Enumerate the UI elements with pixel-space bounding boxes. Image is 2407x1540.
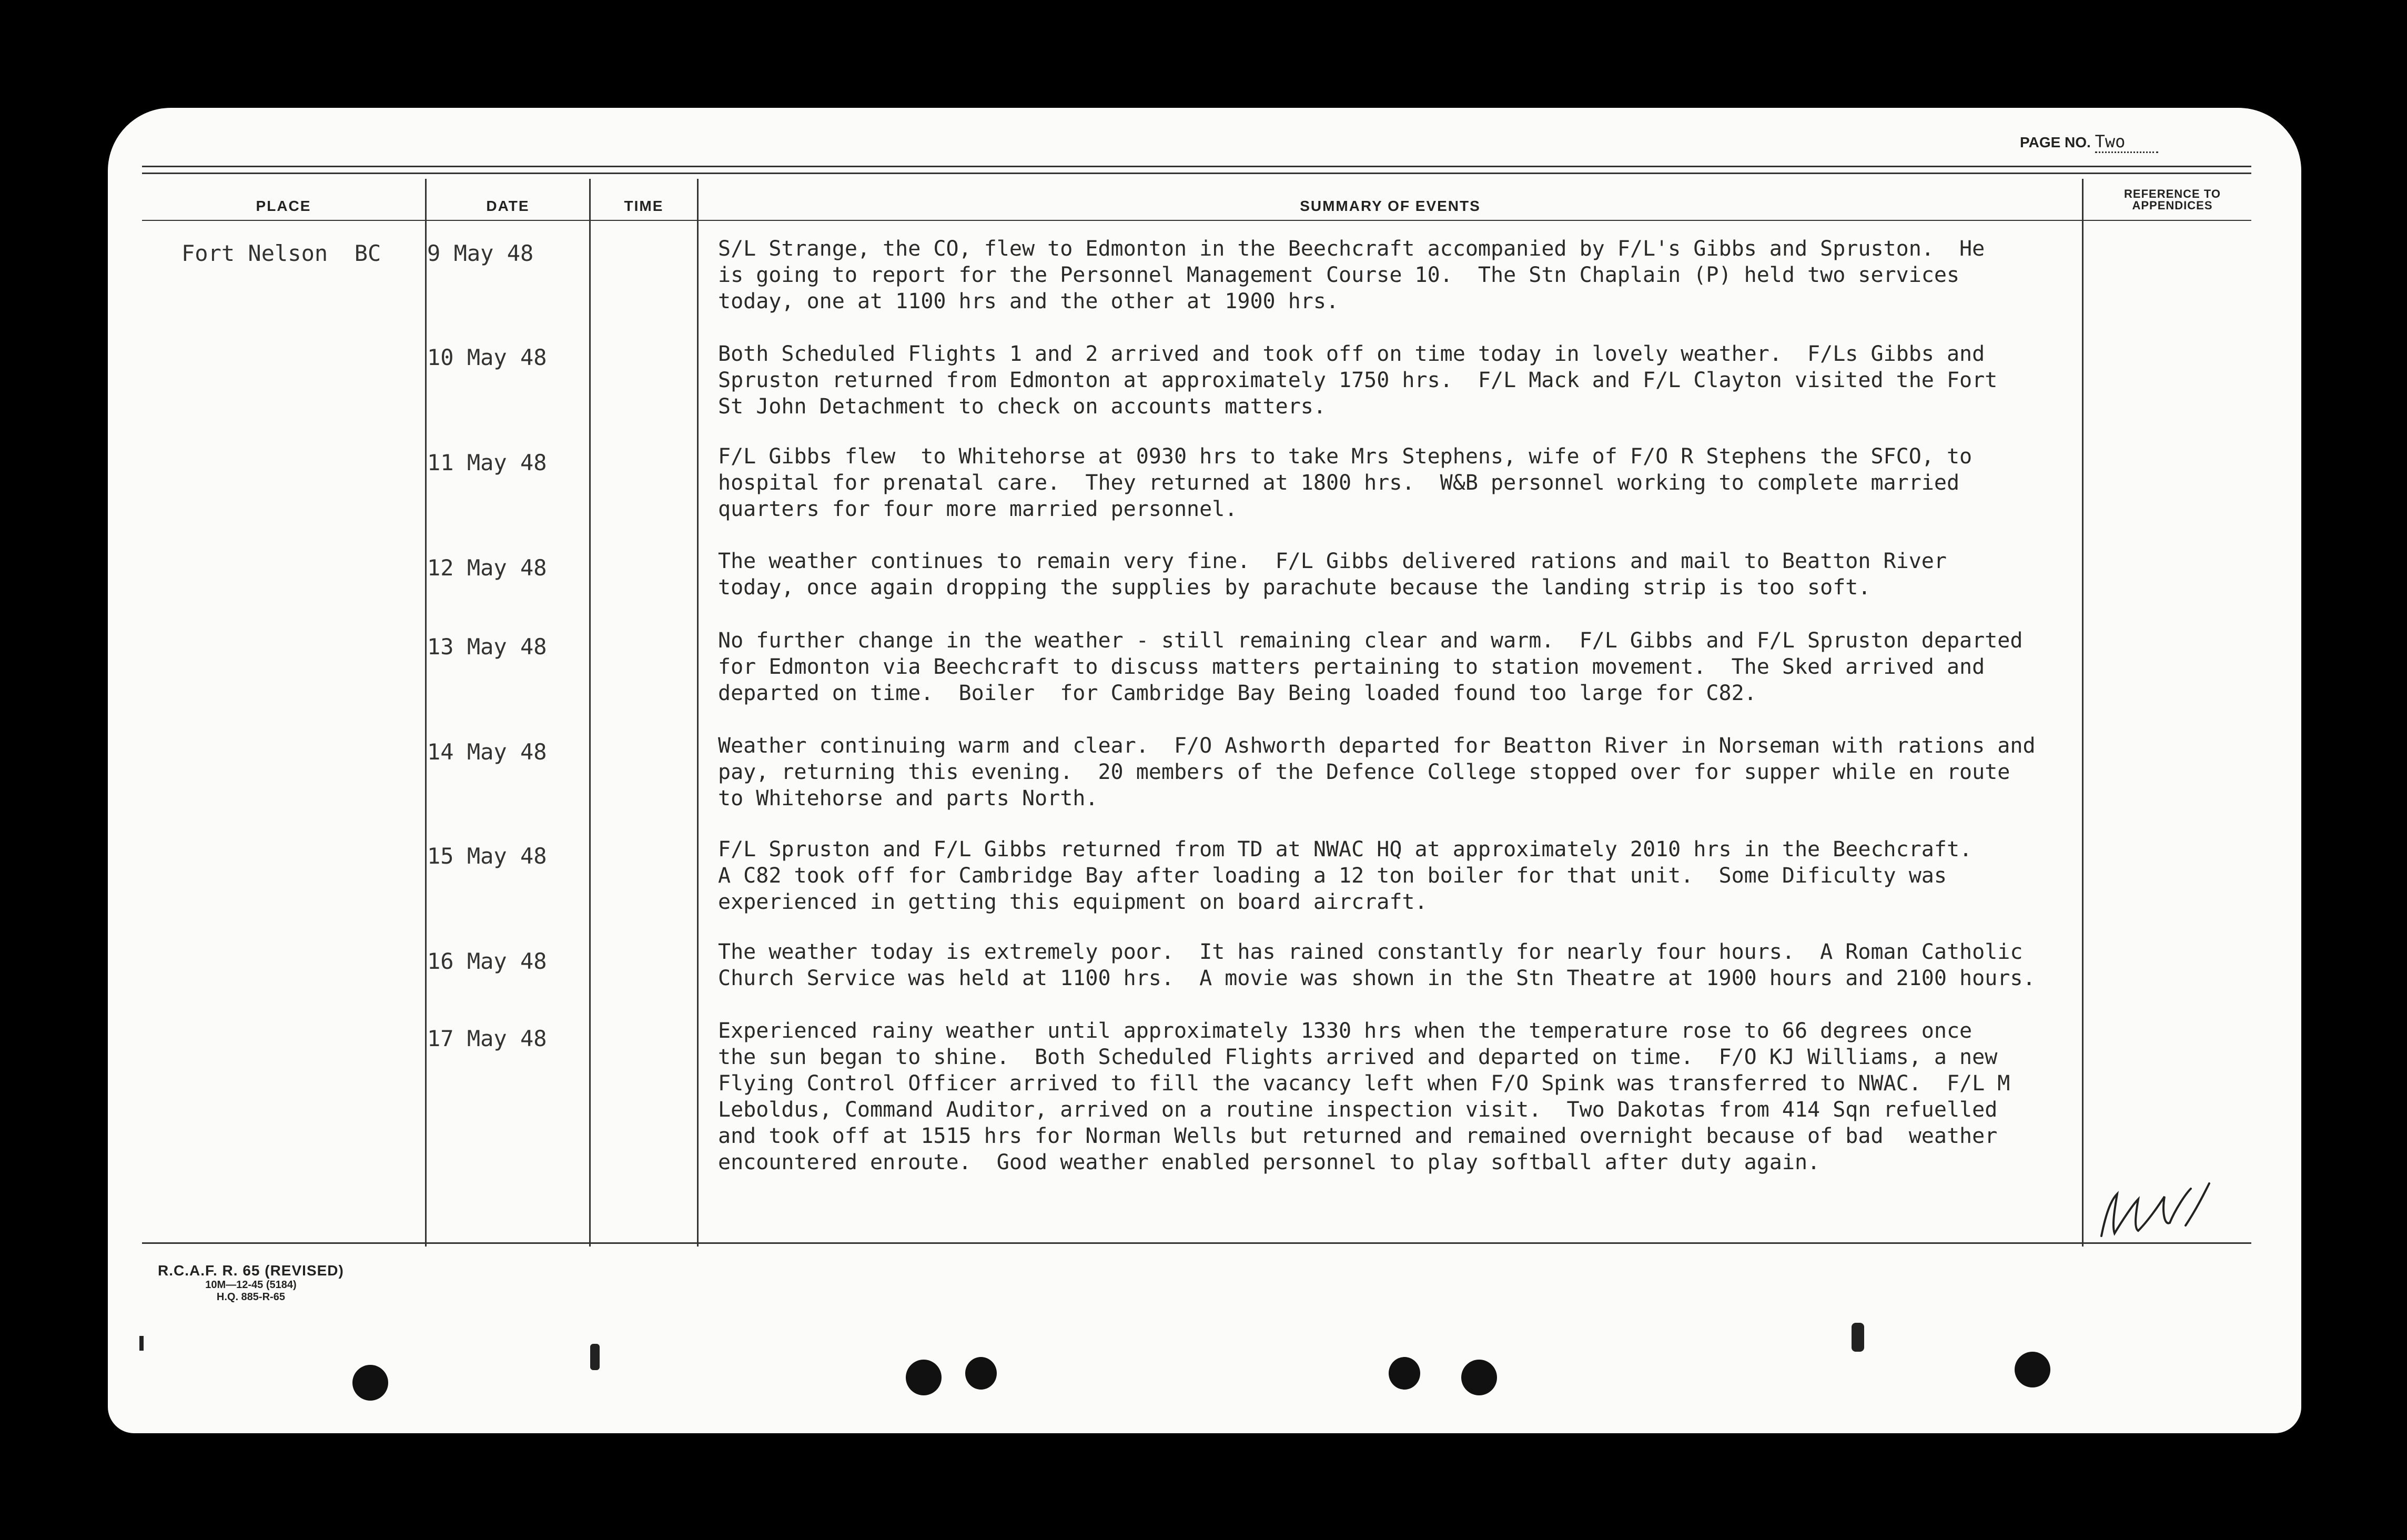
binder-hole xyxy=(906,1360,942,1395)
form-identification xyxy=(158,1262,344,1303)
top-rule xyxy=(142,166,2251,167)
stray-mark xyxy=(1852,1323,1864,1352)
column-divider xyxy=(425,179,427,1247)
entry-summary: F/L Gibbs flew to Whitehorse at 0930 hrs to take Mrs Stephens, wife of F/O R Stephens the SFCO, to hospital for prenatal care. They returned at 1800 hrs. W&B personnel working to complete married quarters for four more married personnel. xyxy=(718,444,1973,521)
entry-summary: The weather continues to remain very fine. F/L Gibbs delivered rations and mail to Beatton River today, once again dropping the supplies by parachute because the landing strip is too soft. xyxy=(718,549,1947,600)
entry-date: 10 May 48 xyxy=(427,345,547,370)
entry-summary: No further change in the weather - still remaining clear and warm. F/L Gibbs and F/L Spruston departed for Edmonton via Beechcraft to discuss matters pertaining to station movement. The Sked arrived and departed on time. Boiler for Cambridge Bay Being loaded found too large for C82. xyxy=(718,629,2023,705)
entry-date: 16 May 48 xyxy=(427,948,547,974)
entry-summary: Experienced rainy weather until approximately 1330 hrs when the temperature rose to 66 degrees once the sun began to shine. Both Scheduled Flights arrived and departed on time. F/O KJ Williams, a new Flying Control Officer arrived to fill the vacancy left when F/O Spink was transferred to NWAC. F/L M Leboldus, Command Auditor, arrived on a routine inspection visit. Two Dakotas from 414 Sqn refuelled and took off at 1515 hrs for Norman Wells but returned and remained overnight because of bad weather encountered enroute. Good weather enabled personnel to play softball after duty again. xyxy=(718,1019,2010,1174)
stray-mark xyxy=(139,1336,144,1351)
column-header-place: PLACE xyxy=(256,198,311,214)
entry-date: 14 May 48 xyxy=(427,739,547,765)
entry-summary: S/L Strange, the CO, flew to Edmonton in the Beechcraft accompanied by F/L's Gibbs and Spruston. He is going to report for the Personnel Management Course 10. The Stn Chaplain (P) held two services today, one at 1100 hrs and the other at 1900 hrs. xyxy=(718,237,1985,313)
page-number-value: Two xyxy=(2095,131,2158,153)
entry-summary: F/L Spruston and F/L Gibbs returned from TD at NWAC HQ at approximately 2010 hrs in the Beechcraft. A C82 took off for Cambridge Bay after loading a 12 ton boiler for that unit. Some Dificulty was experienced in getting this equipment on board aircraft. xyxy=(718,837,1973,914)
entry-date: 15 May 48 xyxy=(427,843,547,869)
binder-hole xyxy=(965,1357,997,1390)
page-number xyxy=(2020,131,2158,153)
bottom-rule xyxy=(142,1242,2251,1244)
entry-summary: The weather today is extremely poor. It has rained constantly for nearly four hours. A Roman Catholic Church Service was held at 1100 hrs. A movie was shown in the Stn Theatre at 1900 hours and 2100 hours. xyxy=(718,940,2036,990)
entry-date: 11 May 48 xyxy=(427,450,547,475)
entry-date: 13 May 48 xyxy=(427,634,547,660)
initials-signature xyxy=(2096,1178,2217,1241)
binder-hole xyxy=(1461,1360,1497,1395)
entry-date: 12 May 48 xyxy=(427,555,547,581)
column-divider xyxy=(589,179,591,1247)
entry-date: 9 May 48 xyxy=(427,240,534,266)
column-divider xyxy=(697,179,699,1247)
column-header-reference: REFERENCE TO APPENDICES xyxy=(2124,187,2221,212)
stray-mark xyxy=(590,1344,600,1370)
form-title: R.C.A.F. R. 65 (REVISED) xyxy=(158,1262,344,1279)
binder-hole xyxy=(1389,1357,1420,1390)
top-rule xyxy=(142,173,2251,174)
column-header-summary: SUMMARY OF EVENTS xyxy=(1300,198,1481,214)
binder-hole xyxy=(352,1365,388,1401)
entry-date: 17 May 48 xyxy=(427,1026,547,1051)
place-value: Fort Nelson BC xyxy=(181,240,381,266)
form-print-code: 10M—12-45 (5184) xyxy=(205,1279,297,1291)
page-number-label: PAGE NO. xyxy=(2020,134,2091,150)
entry-summary: Both Scheduled Flights 1 and 2 arrived and took off on time today in lovely weather. F/Ls Gibbs and Spruston returned from Edmonton at approximately 1750 hrs. F/L Mack and F/L Clayton visited the Fort St John Detachment to check on accounts matters. xyxy=(718,342,1998,419)
entry-summary: Weather continuing warm and clear. F/O Ashworth departed for Beatton River in Norseman with rations and pay, returning this evening. 20 members of the Defence College stopped over for supper while en route to Whitehorse and parts North. xyxy=(718,734,2036,810)
binder-hole xyxy=(2015,1352,2050,1387)
column-header-date: DATE xyxy=(486,198,530,214)
column-header-time: TIME xyxy=(624,198,664,214)
form-hq-code: H.Q. 885-R-65 xyxy=(216,1291,285,1303)
